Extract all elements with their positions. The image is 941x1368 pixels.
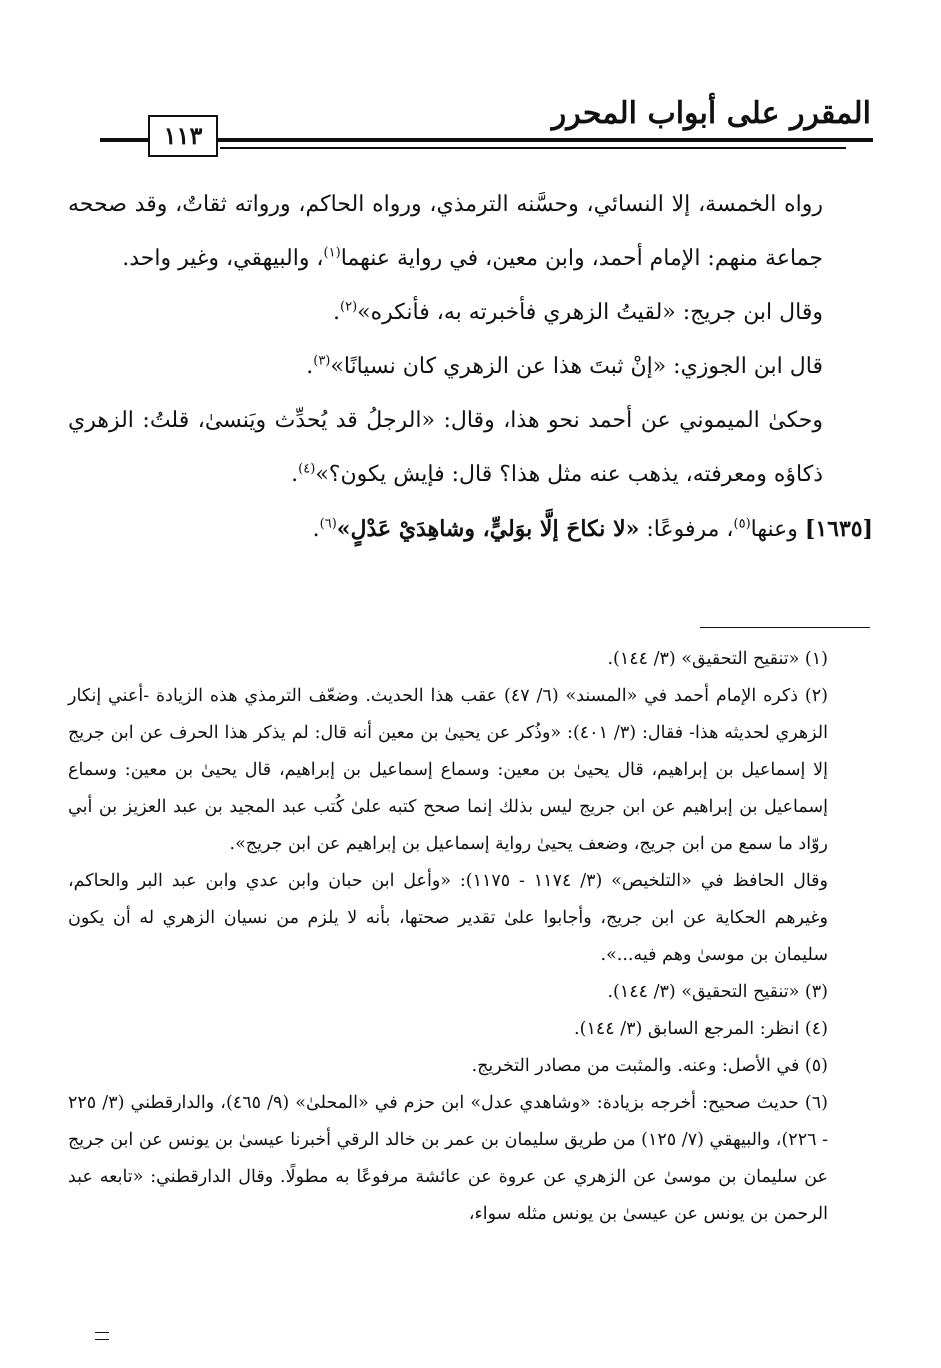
- paragraph-1: [68, 178, 873, 286]
- footnote-ref-2: (٢): [340, 299, 358, 315]
- main-text: [68, 178, 873, 557]
- paragraph-4-end: .: [291, 462, 299, 487]
- paragraph-2-text: وقال ابن جريج: «لقيتُ الزهري فأخبرته به، فأنكره»: [357, 300, 823, 325]
- hadith-entry: [68, 502, 873, 557]
- paragraph-2: [68, 286, 873, 340]
- paragraph-3: [68, 340, 873, 394]
- paragraph-4: [68, 394, 873, 502]
- paragraph-1-end: ، والبيهقي، وغير واحد.: [122, 246, 324, 271]
- footnote-separator: [700, 627, 870, 628]
- footnote-1: (١) «تنقيح التحقيق» (٣/ ١٤٤).: [607, 649, 828, 669]
- paragraph-3-end: .: [306, 354, 314, 379]
- hadith-end: .: [312, 517, 320, 542]
- footnotes: [68, 641, 873, 1233]
- footnote-ref-3: (٣): [313, 353, 331, 369]
- footnote-6: (٦) حديث صحيح: أخرجه بزيادة: «وشاهدي عدل» ابن حزم في «المحلىٰ» (٩/ ٤٦٥)، والدارقطني (٣/ ٢٢٥ - ٢٢٦)، والبيهقي (٧/ ١٢٥) من طريق سليمان بن عمر بن خالد الرقي أخبرنا عيسىٰ بن يونس عن ابن جريج عن سليمان بن موسىٰ عن الزهري عن عروة عن عائشة مرفوعًا به مطولًا. وقال الدارقطني: «تابعه عبد الرحمن بن يونس عن عيسىٰ بن يونس مثله سواء،: [68, 1093, 829, 1224]
- footnote-ref-5: (٥): [733, 516, 751, 532]
- paragraph-2-end: .: [333, 300, 341, 325]
- hadith-number: [١٦٣٥]: [804, 516, 873, 542]
- page-number: ١١٣: [148, 115, 218, 157]
- footnote-2-continued: وقال الحافظ في «التلخيص» (٣/ ١١٧٤ - ١١٧٥): «وأعل ابن حبان وابن عدي وابن عبد البر والحاكم، وغيرهم الحكاية عن ابن جريج، وأجابوا علىٰ تقدير صحتها، بأنه لا يلزم من نسيان الزهري له أن يكون سليمان بن موسىٰ وهم فيه...».: [68, 871, 828, 965]
- hadith-intro: وعنها: [750, 517, 798, 542]
- paragraph-1-text: رواه الخمسة، إلا النسائي، وحسَّنه الترمذي، ورواه الحاكم، ورواته ثقاتٌ، وقد صححه جماعة منهم: الإمام أحمد، وابن معين، في رواية عنهما: [68, 192, 823, 271]
- footnote-ref-1: (١): [323, 245, 341, 261]
- footnote-2: (٢) ذكره الإمام أحمد في «المسند» (٦/ ٤٧) عقب هذا الحديث. وضعّف الترمذي هذه الزيادة -أعني إنكار الزهري لحديثه هذا- فقال: (٣/ ٤٠١): «وذُكر عن يحيىٰ بن معين أنه قال: لم يذكر هذا الحرف عن ابن جريج إلا إسماعيل بن إبراهيم، قال يحيىٰ بن معين: وسماع إسماعيل بن إبراهيم، قال يحيىٰ بن معين: وسماع إسماعيل بن إبراهيم عن ابن جريج ليس بذلك إنما صحح كتبه علىٰ كُتب عبد المجيد بن عبد العزيز بن أبي روّاد ما سمع من ابن جريج، وضعف يحيىٰ رواية إسماعيل بن إبراهيم عن ابن جريج».: [68, 686, 828, 854]
- hadith-text: «لا نكاحَ إلَّا بوَليٍّ، وشاهِدَيْ عَدْلٍ»: [336, 516, 640, 542]
- footnote-3: (٣) «تنقيح التحقيق» (٣/ ١٤٤).: [607, 982, 828, 1002]
- running-header-title: المقرر على أبواب المحرر: [551, 96, 871, 131]
- header-rule-thin: [220, 147, 846, 149]
- paragraph-4-text: وحكىٰ الميموني عن أحمد نحو هذا، وقال: «الرجلُ قد يُحدِّث ويَنسىٰ، قلتُ: الزهري ذكاؤه ومعرفته، يذهب عنه مثل هذا؟ قال: فإيش يكون؟»: [68, 408, 823, 487]
- footnote-ref-4: (٤): [298, 461, 316, 477]
- continuation-mark: [95, 1332, 109, 1340]
- paragraph-3-text: قال ابن الجوزي: «إنْ ثبتَ هذا عن الزهري كان نسيانًا»: [330, 354, 823, 379]
- footnote-ref-6: (٦): [319, 516, 337, 532]
- footnote-5: (٥) في الأصل: وعنه. والمثبت من مصادر التخريج.: [471, 1056, 828, 1076]
- hadith-marfu: ، مرفوعًا:: [639, 517, 734, 542]
- footnote-4: (٤) انظر: المرجع السابق (٣/ ١٤٤).: [574, 1019, 828, 1039]
